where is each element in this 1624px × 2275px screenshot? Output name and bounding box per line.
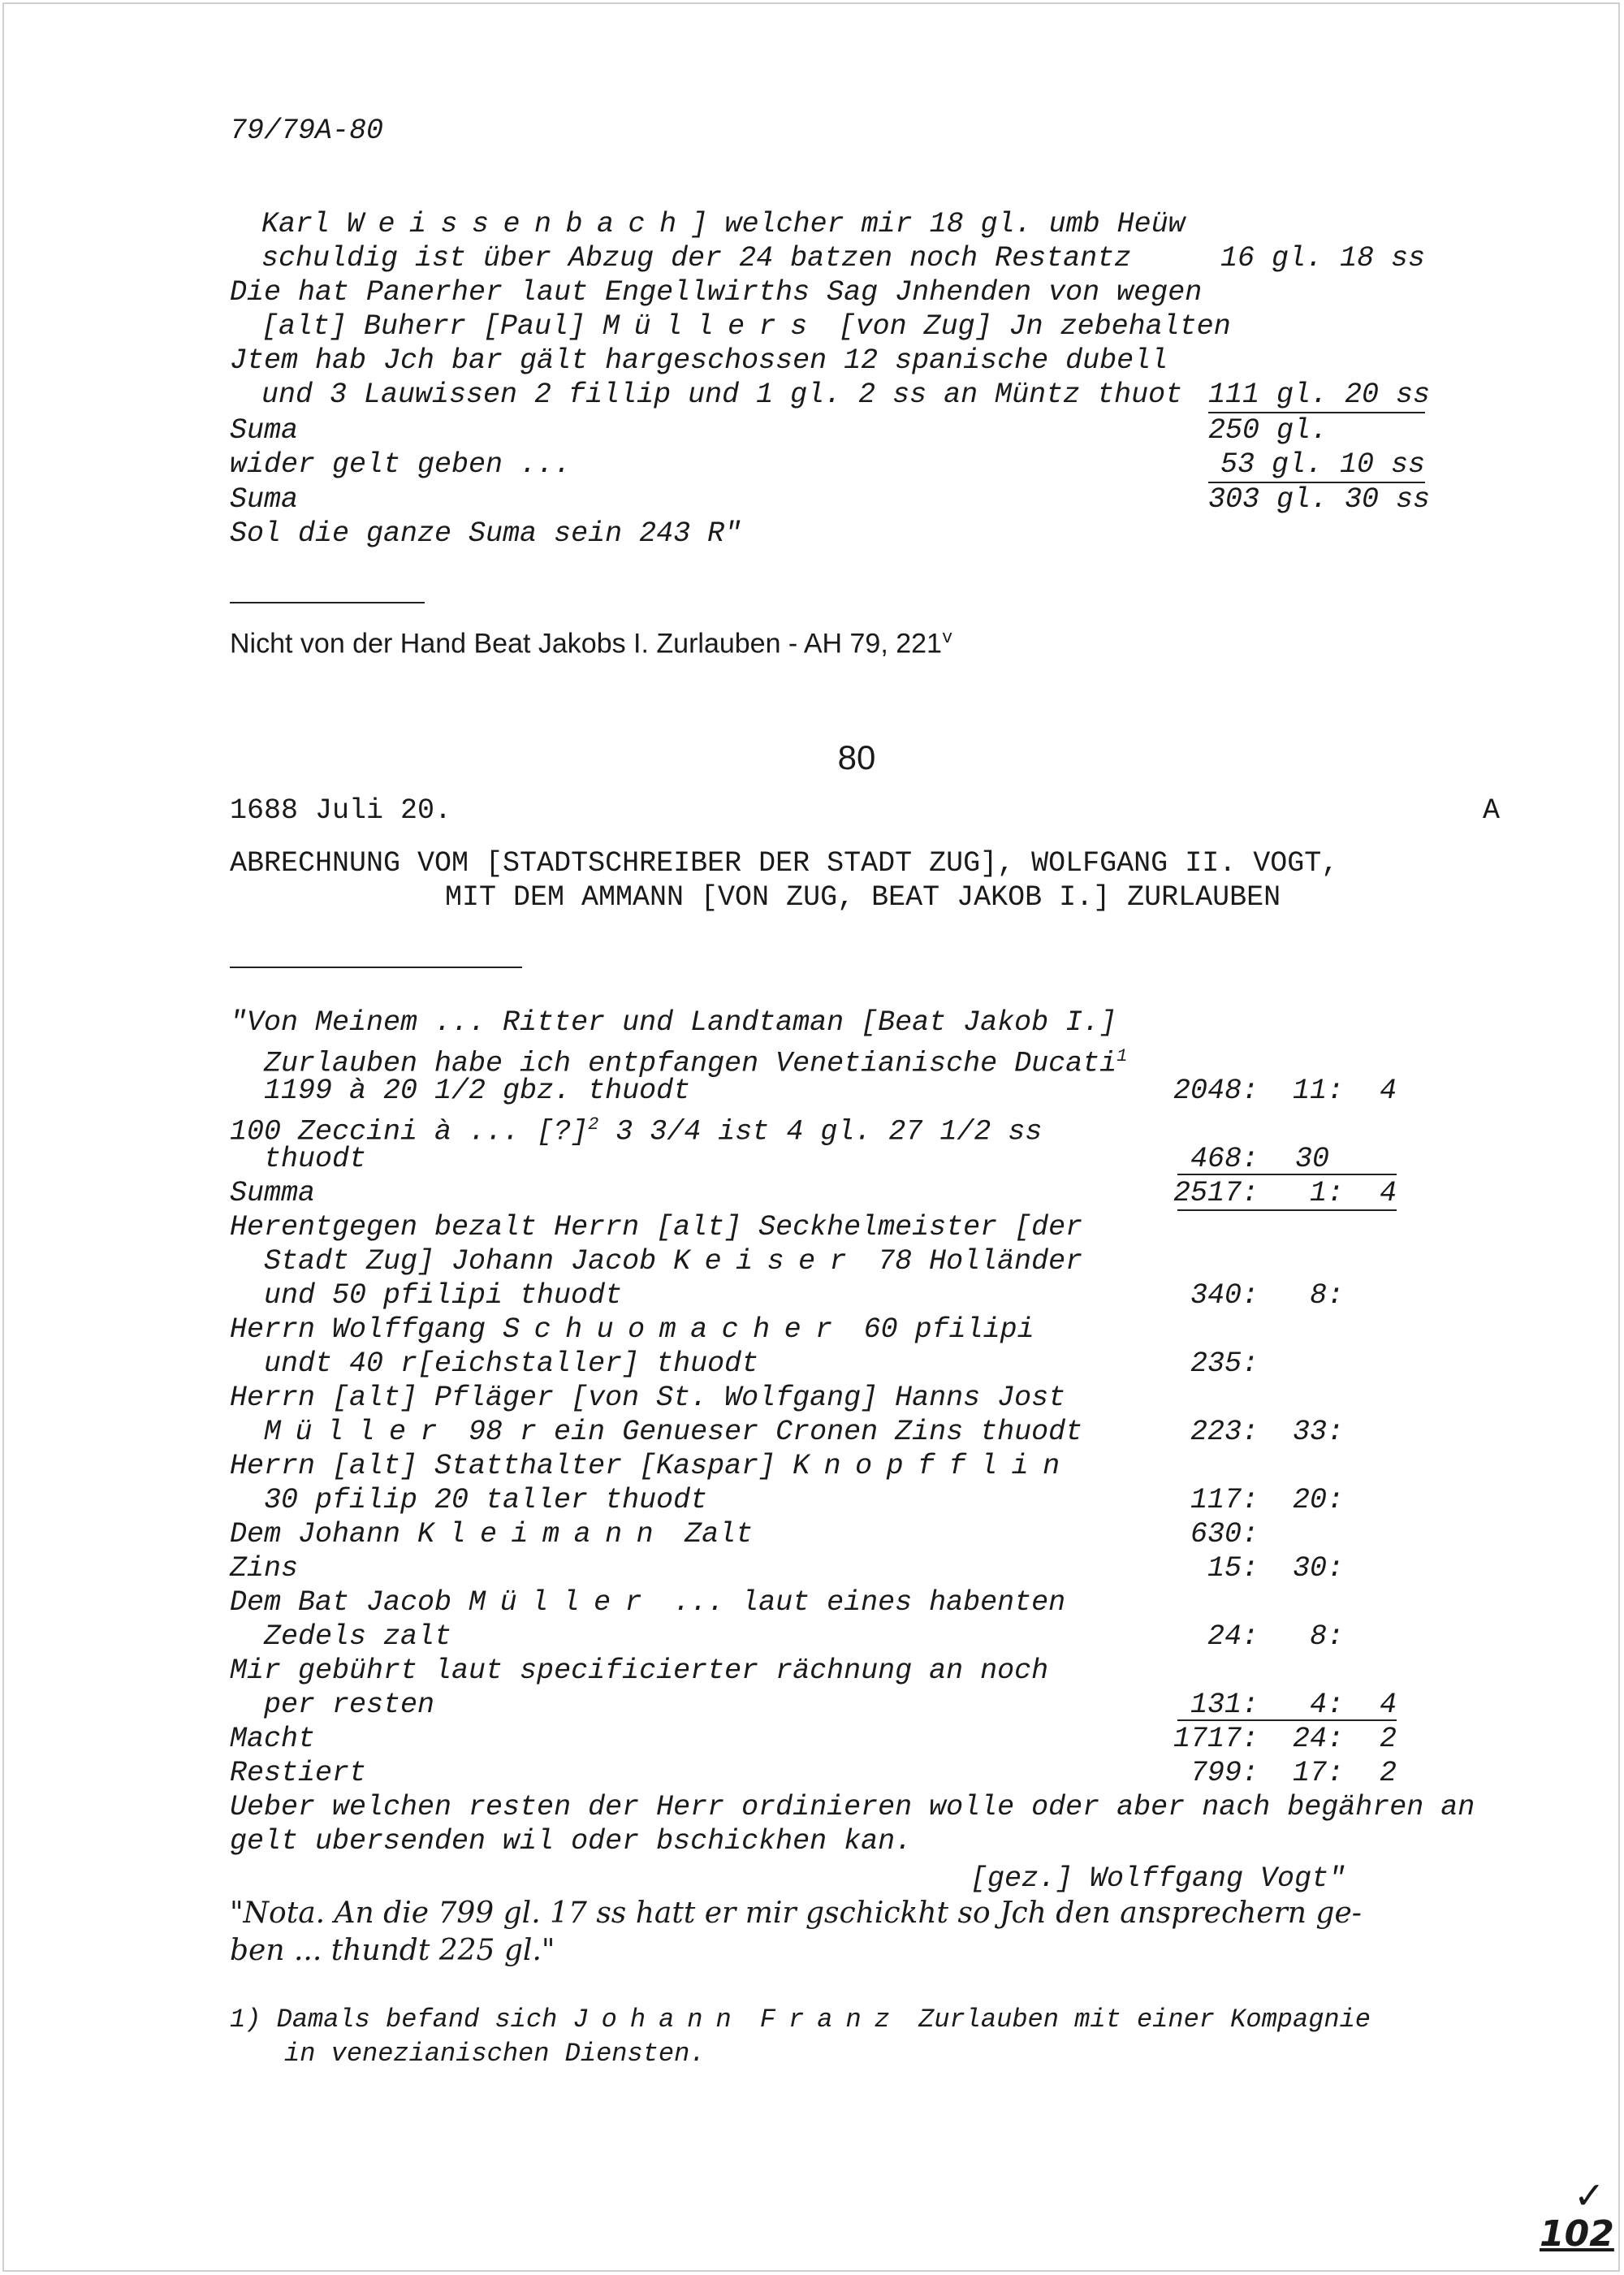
entry-line: Dem Johann Kleimann Zalt [230,1518,754,1551]
document-number: 80 [837,738,876,776]
doc79-line-3: Die hat Panerher laut Engellwirths Sag Jnhenden von wegen [230,276,1203,309]
person-name: Franz [759,2005,903,2035]
person-name: Müller [264,1416,452,1448]
doc79-amount: 53 gl. 10 ss [1208,448,1425,483]
amount-schilling: 33: [1292,1416,1344,1448]
amount-gulden: 235: [1190,1347,1259,1380]
entry-line: undt 40 r[eichstaller] thuodt [264,1347,759,1380]
amount-schilling: 1: [1309,1177,1344,1209]
entry-line: 1199 à 20 1/2 gbz. thuodt [264,1075,691,1107]
entry-line: 100 Zeccini à ... [?]$^2$ 3 3/4 ist 4 gl. 27 1/2 ss [230,1114,1043,1148]
amount-gulden: 131: [1190,1689,1259,1721]
doc79-amount: 303 gl. 30 ss [1208,483,1431,516]
doc79-line-10: Sol die ganze Suma sein 243 R" [230,517,742,550]
doc79-line-5: Jtem hab Jch bar gält hargeschossen 12 spanische dubell [230,344,1168,377]
amount-schilling: 8: [1309,1620,1344,1653]
entry-line: Stadt Zug] Johann Jacob Keiser 78 Holländer [264,1245,1083,1278]
amount-schilling: 24: [1292,1723,1344,1755]
entry-line: Herrn [alt] Statthalter [Kaspar] Knopfflin [230,1450,1074,1482]
amount-gulden: 2048: [1173,1075,1259,1107]
entry-line: 30 pfilip 20 taller thuodt [264,1484,708,1516]
nota-line-2: ben ... thundt 225 gl." [230,1934,555,1967]
entry-line: Müller 98 r ein Genueser Cronen Zins thuodt [264,1416,1083,1448]
amount-pfennig: 4 [1379,1177,1397,1209]
entry-line: per resten [264,1689,435,1721]
doc79-line-8: wider gelt geben ... [230,448,572,481]
amount-pfennig: 2 [1379,1723,1397,1755]
amount-schilling: 30: [1292,1552,1344,1585]
document-title-line-1: ABRECHNUNG VOM [STADTSCHREIBER DER STADT ZUG], WOLFGANG II. VOGT, [230,847,1339,880]
amount-schilling: 17: [1292,1757,1344,1789]
amount-schilling: 4: [1309,1689,1344,1721]
section-rule [230,602,425,603]
entry-line: Mir gebührt laut specificierter rächnung an noch [230,1654,1049,1687]
entry-line: Zedels zalt [264,1620,452,1653]
check-mark: ✓ [1574,2173,1605,2217]
amount-gulden: 2517: [1173,1177,1259,1209]
person-name: Weissenbach [347,208,691,240]
page-stamp: 102 [1540,2213,1614,2255]
entry-line: Ueber welchen resten der Herr ordinieren wolle oder aber nach begähren an [230,1791,1475,1823]
footnote-line-1: 1) Damals befand sich Johann Franz Zurlauben mit einer Kompagnie [230,2005,1371,2035]
doc79-amount: 250 gl. [1208,414,1328,447]
amount-schilling: 11: [1292,1075,1344,1107]
document-title-line-2: MIT DEM AMMANN [VON ZUG, BEAT JAKOB I.] ZURLAUBEN [445,881,1281,914]
amount-pfennig: 4 [1379,1075,1397,1107]
amount-schilling: 30 [1295,1143,1330,1175]
source-note-79: Nicht von der Hand Beat Jakobs I. Zurlauben - AH 79, 221$^v$ [230,628,953,660]
amount-gulden: 468: [1190,1143,1259,1175]
doc79-amount: 111 gl. 20 ss [1208,378,1425,413]
doc79-amount: 16 gl. 18 ss [1220,242,1425,275]
entry-line: Summa [230,1177,316,1209]
person-name: Keiser [673,1245,862,1278]
document-letter: A [1483,794,1501,827]
doc79-line-4: [alt] Buherr [Paul] Müllers [von Zug] Jn zebehalten [261,310,1231,343]
doc79-line-6: und 3 Lauwissen 2 fillip und 1 gl. 2 ss an Müntz thuot [261,378,1183,411]
entry-line: Herrn Wolffgang Schuomacher 60 pfilipi [230,1313,1034,1346]
entry-line: Restiert [230,1757,367,1789]
amount-gulden: 1717: [1173,1723,1259,1755]
amount-gulden: 630: [1190,1518,1259,1551]
amount-pfennig: 4 [1379,1689,1397,1721]
doc79-line-2: schuldig ist über Abzug der 24 batzen noch Restantz [261,242,1132,275]
entry-line: und 50 pfilipi thuodt [264,1279,623,1312]
document-date: 1688 Juli 20. [230,794,452,827]
amount-gulden: 24: [1207,1620,1259,1653]
amount-gulden: 117: [1190,1484,1259,1516]
nota-line-1: "Nota. An die 799 gl. 17 ss hatt er mir gschickht so Jch den ansprechern ge- [230,1897,1362,1930]
amount-pfennig: 2 [1379,1757,1397,1789]
doc79-line-1: Karl Weissenbach] welcher mir 18 gl. umb Heüw [261,208,1186,240]
amount-gulden: 340: [1190,1279,1259,1312]
entry-line: gelt ubersenden wil oder bschickhen kan. [230,1825,913,1858]
amount-schilling: 8: [1309,1279,1344,1312]
section-rule [230,967,522,968]
entry-line: thuodt [264,1143,367,1175]
signature-line: [gez.] Wolffgang Vogt" [970,1862,1346,1895]
entry-line: Herentgegen bezalt Herrn [alt] Seckhelmeister [der [230,1211,1083,1243]
amount-gulden: 15: [1207,1552,1259,1585]
entry-line: Zins [230,1552,299,1585]
person-name: Müllers [603,310,822,343]
person-name: Johann [572,2005,745,2035]
amount-gulden: 223: [1190,1416,1259,1448]
entry-line: Herrn [alt] Pfläger [von St. Wolfgang] Hanns Jost [230,1382,1066,1414]
doc79-suma-label: Suma [230,483,299,516]
entry-line: Dem Bat Jacob Müller ... laut eines habenten [230,1586,1066,1619]
amount-gulden: 799: [1190,1757,1259,1789]
doc79-suma-label: Suma [230,414,299,447]
entry-line: Zurlauben habe ich entpfangen Venetianische Ducati$^1$ [264,1046,1128,1080]
person-name: Schuomacher [503,1313,847,1346]
entry-line: "Von Meinem ... Ritter und Landtaman [Beat Jakob I.] [230,1006,1117,1039]
person-name: Müller [469,1586,657,1619]
person-name: Knopfflin [793,1450,1074,1482]
entry-line: Macht [230,1723,316,1755]
footnote-line-2: in venezianischen Diensten. [284,2039,706,2069]
page-reference: 79/79A-80 [230,115,384,147]
amount-schilling: 20: [1292,1484,1344,1516]
person-name: Kleimann [417,1518,668,1551]
